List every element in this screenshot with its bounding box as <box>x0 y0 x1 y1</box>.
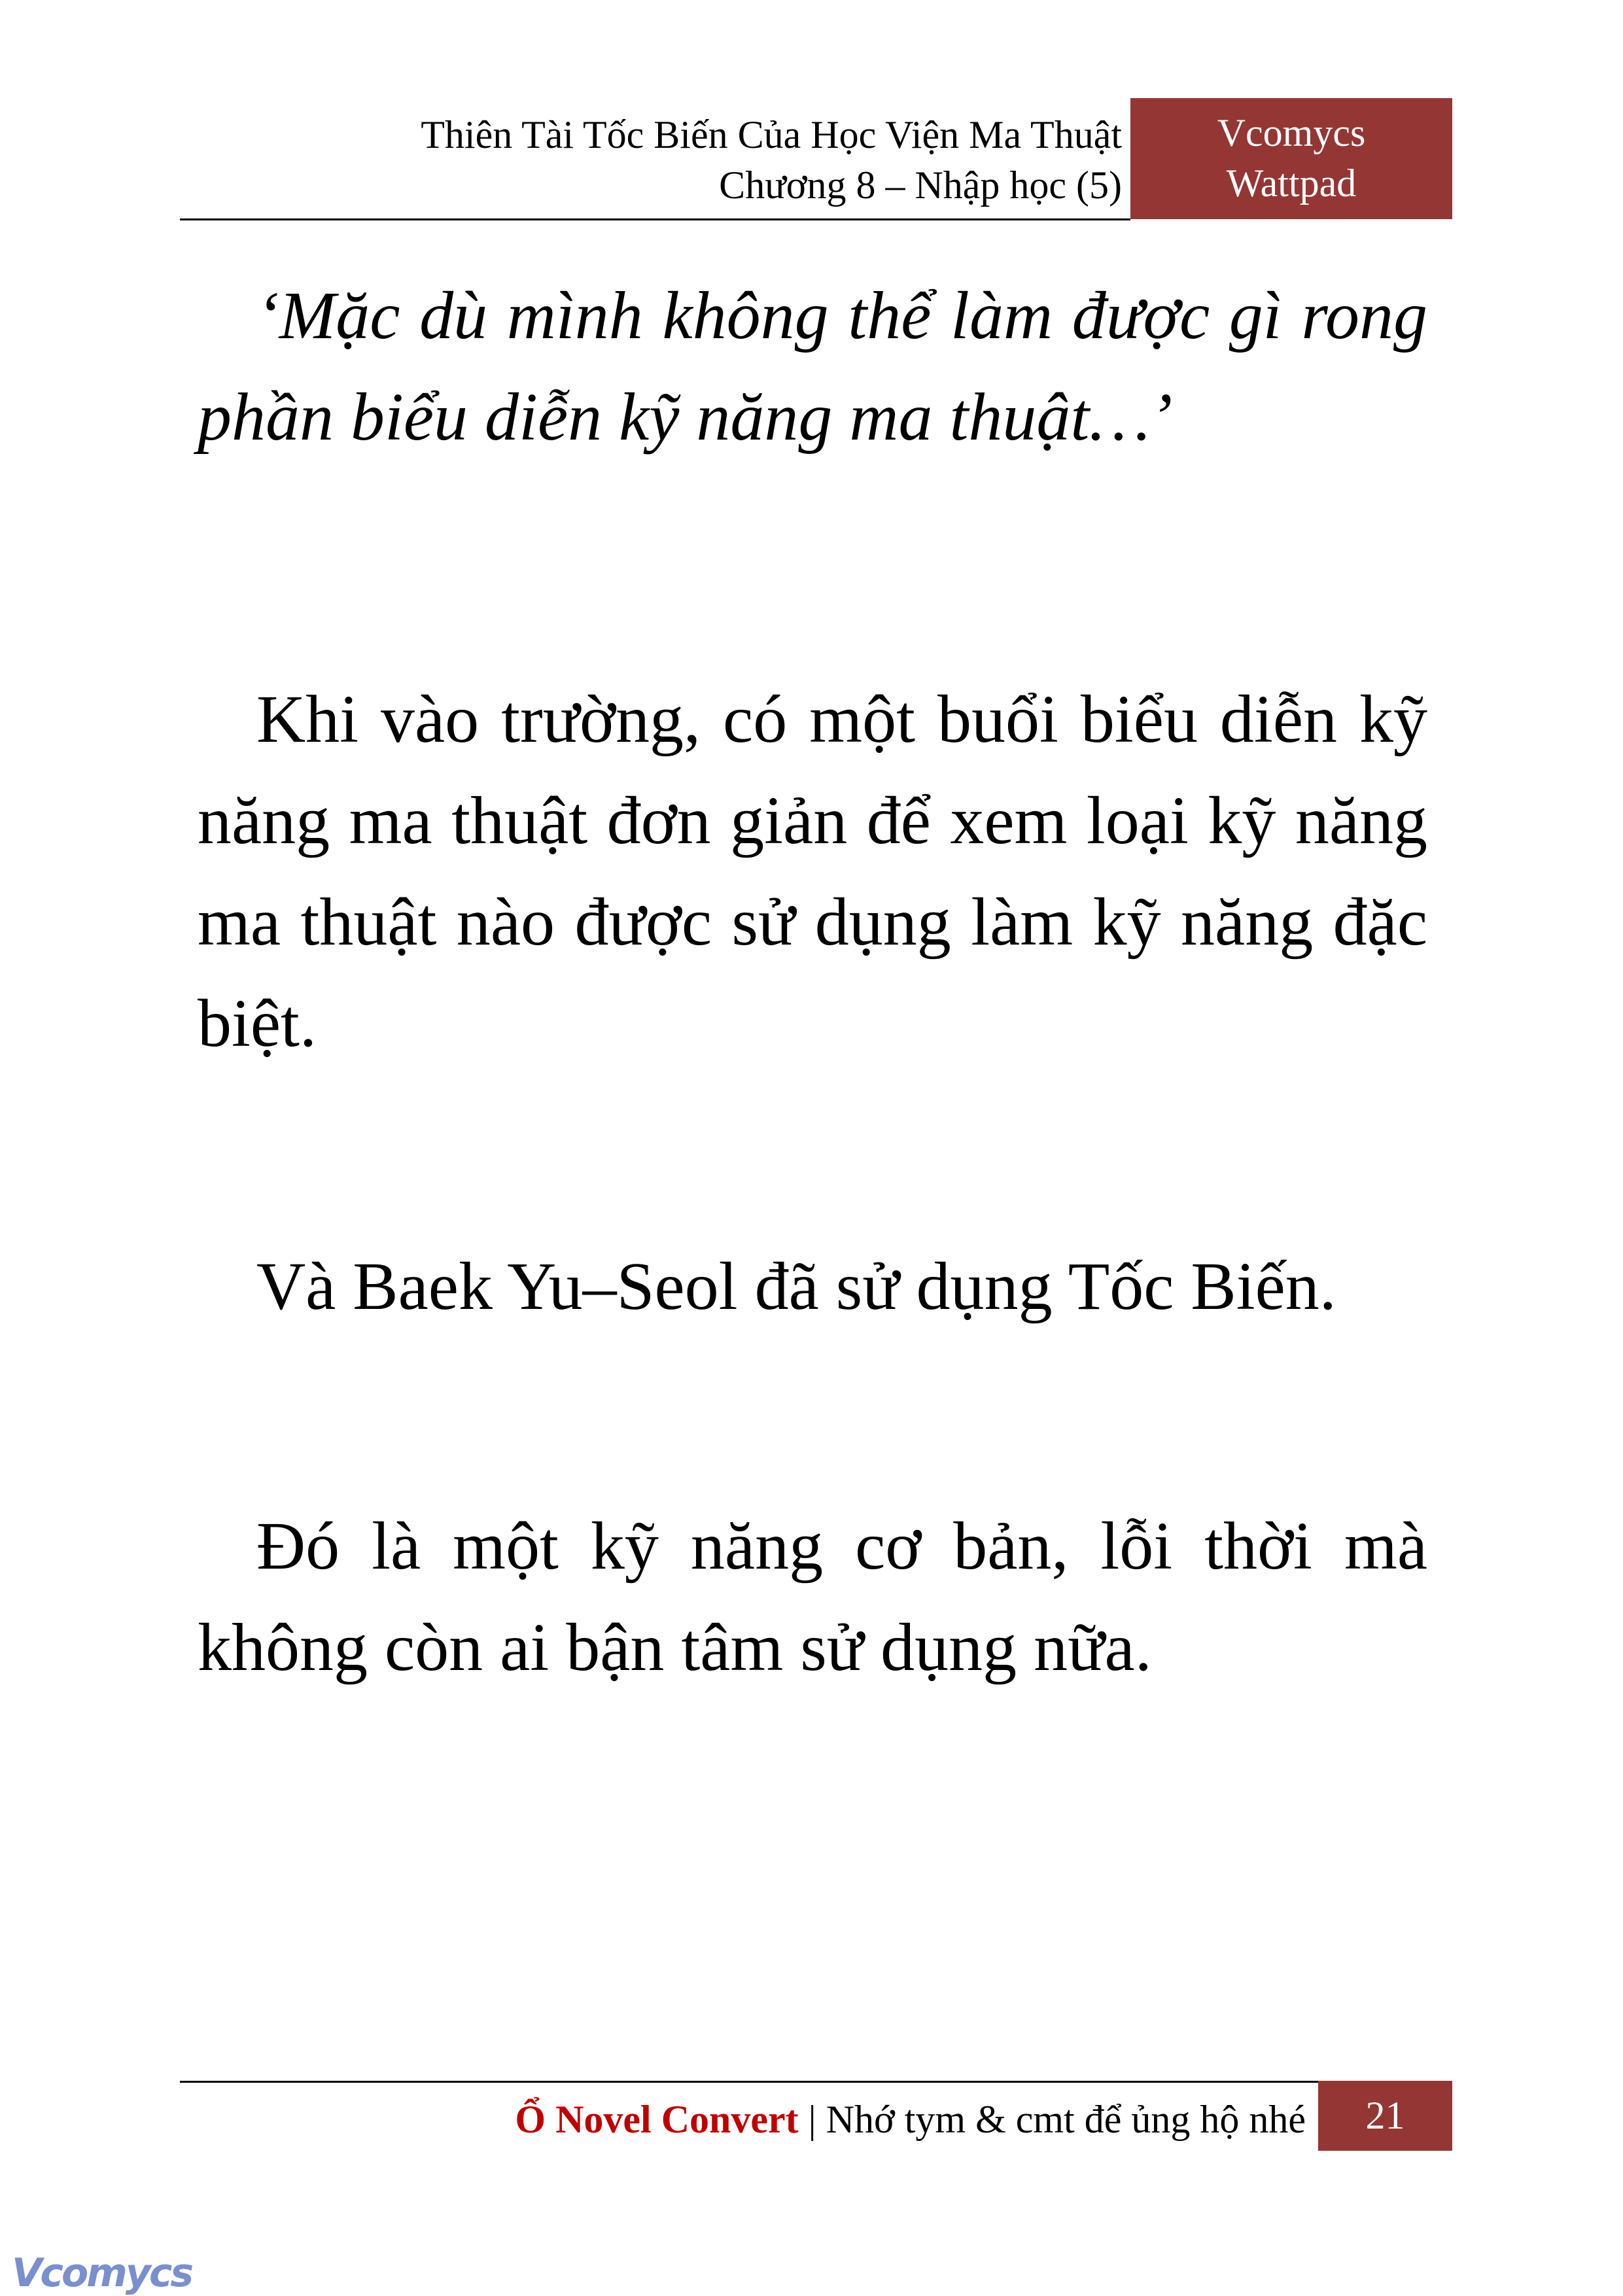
footer-text <box>515 2093 1306 2146</box>
source-badge <box>1130 98 1452 219</box>
paragraph-4: Đó là một kỹ năng cơ bản, lỗi thời mà không còn ai bận tâm sử dụng nữa. <box>198 1508 1427 1685</box>
paragraph-thought: ‘Mặc dù mình không thể làm được gì rong phần biểu diễn kỹ năng ma thuật…’ <box>198 278 1427 455</box>
book-title: Thiên Tài Tốc Biến Của Học Viện Ma Thuật <box>421 113 1122 156</box>
page-number: 21 <box>1318 2081 1452 2151</box>
chapter-body <box>198 265 1427 1698</box>
header-divider <box>180 218 1130 220</box>
badge-line-1: Vcomycs <box>1217 111 1366 154</box>
footer-separator: | <box>808 2098 816 2141</box>
footer-brand: Ổ Novel Convert <box>515 2098 799 2141</box>
footer-message: Nhớ tym & cmt để ủng hộ nhé <box>826 2098 1306 2141</box>
paragraph-2: Khi vào trường, có một buổi biểu diễn kỹ năng ma thuật đơn giản để xem loại kỹ năng ma thuật nào được sử dụng làm kỹ năng đặc biệt. <box>198 682 1427 1061</box>
watermark-logo: Vcomycs <box>12 2250 192 2296</box>
footer-divider <box>180 2081 1318 2083</box>
paragraph-3: Và Baek Yu–Seol đã sử dụng Tốc Biến. <box>256 1249 1336 1324</box>
badge-line-2: Wattpad <box>1226 162 1357 205</box>
page-header <box>180 98 1452 219</box>
header-titles <box>421 110 1122 211</box>
chapter-title: Chương 8 – Nhập học (5) <box>719 164 1122 207</box>
